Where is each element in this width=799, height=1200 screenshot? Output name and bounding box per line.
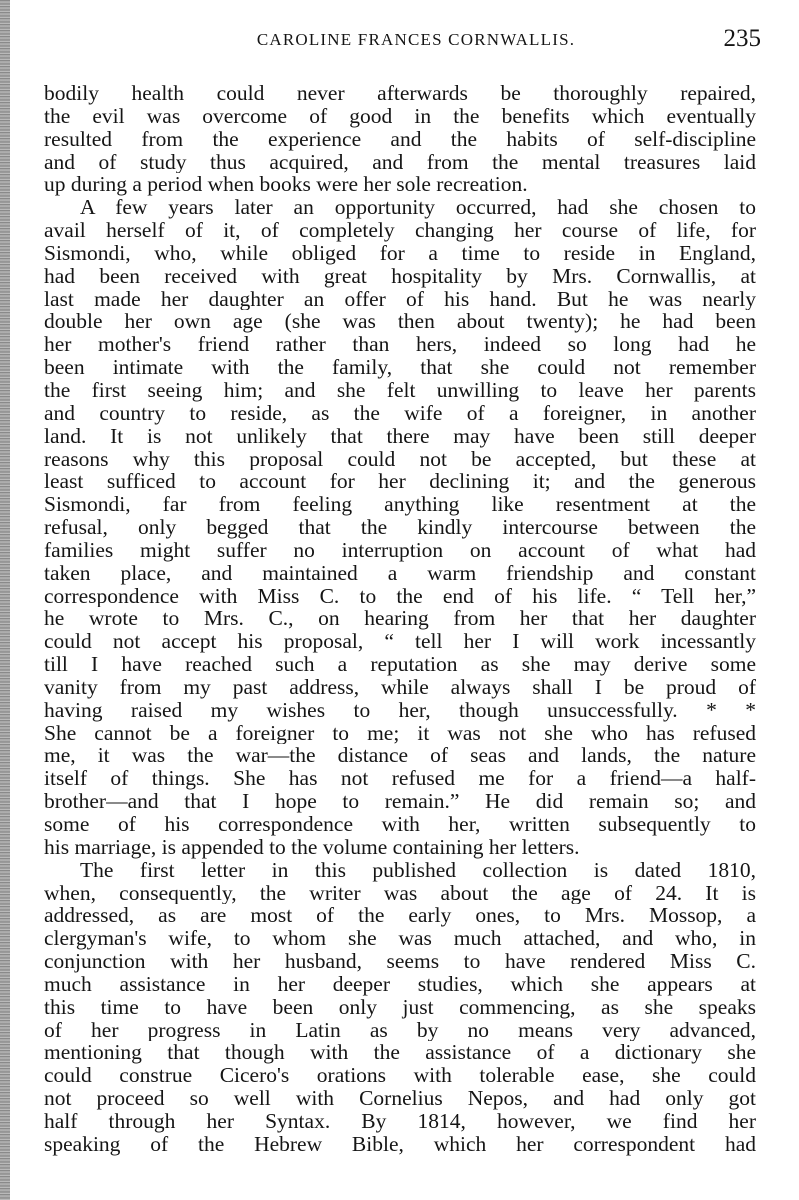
text-line: the first seeing him; and she felt unwilling to leave her parents (44, 378, 756, 402)
text-line: land. It is not unlikely that there may have been still deeper (44, 424, 756, 448)
text-line: addressed, as are most of the early ones, to Mrs. Mossop, a (44, 904, 756, 928)
text-line: double her own age (she was then about twenty); he had been (44, 310, 756, 334)
text-line: clergyman's wife, to whom she was much attached, and who, in (44, 927, 756, 951)
text-line: The first letter in this published collection is dated 1810, (80, 858, 756, 882)
text-line: correspondence with Miss C. to the end of his life. “ Tell her,” (44, 584, 756, 608)
text-line: of her progress in Latin as by no means very advanced, (44, 1018, 756, 1042)
text-line: taken place, and maintained a warm friendship and constant (44, 561, 756, 585)
text-line: me, it was the war—the distance of seas and lands, the nature (44, 744, 756, 768)
text-line: families might suffer no interruption on account of what had (44, 538, 756, 562)
text-line: and of study thus acquired, and from the mental treasures laid (44, 150, 756, 174)
text-line: been intimate with the family, that she could not remember (44, 356, 756, 379)
text-line: and country to reside, as the wife of a foreigner, in another (44, 401, 756, 425)
text-line: her mother's friend rather than hers, indeed so long had he (44, 333, 756, 357)
text-line: reasons why this proposal could not be accepted, but these at (44, 447, 756, 471)
text-line: till I have reached such a reputation as she may derive some (44, 653, 756, 676)
text-line: mentioning that though with the assistance of a dictionary she (44, 1041, 756, 1065)
text-line: he wrote to Mrs. C., on hearing from her that her daughter (44, 607, 756, 631)
text-line: could construe Cicero's orations with tolerable ease, she could (44, 1064, 756, 1088)
text-line: up during a period when books were her sole recreation. (44, 173, 528, 197)
text-line: Sismondi, far from feeling anything like resentment at the (44, 493, 756, 517)
text-line: Sismondi, who, while obliged for a time to reside in England, (44, 241, 756, 265)
text-line: She cannot be a foreigner to me; it was not she who has refused (44, 721, 756, 745)
text-line: having raised my wishes to her, though unsuccessfully. * * (44, 698, 756, 722)
binding-edge (0, 0, 10, 1200)
text-line: A few years later an opportunity occurred, had she chosen to (80, 196, 756, 220)
text-line: the evil was overcome of good in the benefits which eventually (44, 104, 756, 128)
text-line: resulted from the experience and the habits of self-discipline (44, 127, 756, 151)
text-line: brother—and that I hope to remain.” He did remain so; and (44, 790, 756, 813)
text-line: not proceed so well with Cornelius Nepos, and had only got (44, 1087, 756, 1110)
body-text (44, 82, 756, 1156)
text-line: speaking of the Hebrew Bible, which her correspondent had (44, 1132, 756, 1156)
text-line: some of his correspondence with her, written subsequently to (44, 813, 756, 836)
text-line: had been received with great hospitality by Mrs. Cornwallis, at (44, 264, 756, 288)
text-line: when, consequently, the writer was about the age of 24. It is (44, 881, 756, 905)
text-line: last made her daughter an offer of his hand. But he was nearly (44, 287, 756, 311)
text-line: avail herself of it, of completely changing her course of life, for (44, 219, 756, 242)
text-line: conjunction with her husband, seems to have rendered Miss C. (44, 950, 756, 973)
text-line: this time to have been only just commencing, as she speaks (44, 995, 756, 1019)
text-line: could not accept his proposal, “ tell her I will work incessantly (44, 630, 756, 654)
page-number: 235 (723, 25, 761, 52)
text-line: itself of things. She has not refused me for a friend—a half- (44, 767, 756, 791)
text-line: vanity from my past address, while always shall I be proud of (44, 675, 756, 699)
text-line: much assistance in her deeper studies, which she appears at (44, 972, 756, 996)
running-head: CAROLINE FRANCES CORNWALLIS. (256, 30, 576, 49)
text-line: half through her Syntax. By 1814, however, we find her (44, 1109, 756, 1133)
text-line: his marriage, is appended to the volume containing her letters. (44, 835, 580, 859)
text-line: bodily health could never afterwards be thoroughly repaired, (44, 82, 756, 105)
text-line: refusal, only begged that the kindly intercourse between the (44, 516, 756, 539)
text-line: least sufficed to account for her declining it; and the generous (44, 470, 756, 494)
